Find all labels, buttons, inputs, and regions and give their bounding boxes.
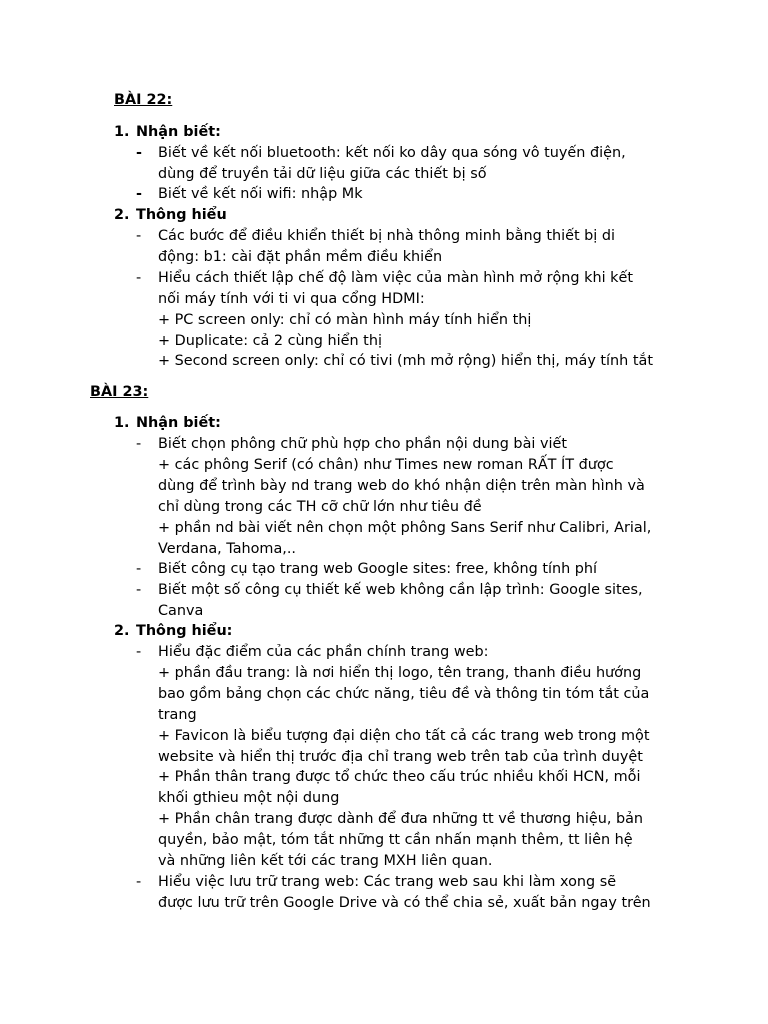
list-marker: - xyxy=(136,228,142,244)
section-heading: 1. Nhận biết: xyxy=(114,415,221,431)
list-item-text: Biết một số công cụ thiết kế web không cần lập trình: Google sites, xyxy=(158,582,643,598)
list-item-text: Biết chọn phông chữ phù hợp cho phần nội dung bài viết xyxy=(158,436,567,452)
list-marker: - xyxy=(136,186,142,202)
list-item-text: + Second screen only: chỉ có tivi (mh mở rộng) hiển thị, máy tính tắt xyxy=(158,353,653,369)
list-item-text: + Duplicate: cả 2 cùng hiển thị xyxy=(158,333,382,349)
list-item-text: Các bước để điều khiển thiết bị nhà thông minh bằng thiết bị di xyxy=(158,228,616,244)
list-item-text: + các phông Serif (có chân) như Times new roman RẤT ÍT được xyxy=(158,457,614,473)
lesson-22-heading: BÀI 22: xyxy=(114,92,173,108)
list-item-text: Hiểu việc lưu trữ trang web: Các trang web sau khi làm xong sẽ xyxy=(158,874,617,890)
list-marker: - xyxy=(136,436,142,452)
list-item-text: và những liên kết tới các trang MXH liên quan. xyxy=(158,853,493,869)
list-item-text: Verdana, Tahoma,.. xyxy=(158,541,296,557)
list-item-text: bao gồm bảng chọn các chức năng, tiêu đề và thông tin tóm tắt của xyxy=(158,686,650,702)
section-heading: 2. Thông hiểu xyxy=(114,207,227,223)
list-item-text: Hiểu cách thiết lập chế độ làm việc của màn hình mở rộng khi kết xyxy=(158,270,633,286)
section-heading: 2. Thông hiểu: xyxy=(114,623,233,639)
lesson-23-heading: BÀI 23: xyxy=(90,384,149,400)
list-item-text: được lưu trữ trên Google Drive và có thể chia sẻ, xuất bản ngay trên xyxy=(158,895,651,911)
list-marker: - xyxy=(136,644,142,660)
list-item-text: website và hiển thị trước địa chỉ trang web trên tab của trình duyệt xyxy=(158,749,643,765)
list-item-text: nối máy tính với ti vi qua cổng HDMI: xyxy=(158,291,425,307)
list-item-text: trang xyxy=(158,707,197,723)
section-heading: 1. Nhận biết: xyxy=(114,124,221,140)
list-item-text: chỉ dùng trong các TH cỡ chữ lớn như tiêu đề xyxy=(158,499,482,515)
list-item-text: động: b1: cài đặt phần mềm điều khiển xyxy=(158,249,443,265)
list-item-text: Hiểu đặc điểm của các phần chính trang web: xyxy=(158,644,489,660)
list-item-text: + Phần thân trang được tổ chức theo cấu trúc nhiều khối HCN, mỗi xyxy=(158,769,641,785)
list-item-text: quyền, bảo mật, tóm tắt những tt cần nhấn mạnh thêm, tt liên hệ xyxy=(158,832,633,848)
list-item-text: + phần nd bài viết nên chọn một phông Sans Serif như Calibri, Arial, xyxy=(158,520,652,536)
list-marker: - xyxy=(136,874,142,890)
list-item-text: dùng để truyền tải dữ liệu giữa các thiết bị số xyxy=(158,166,487,182)
list-item-text: dùng để trình bày nd trang web do khó nhận diện trên màn hình và xyxy=(158,478,645,494)
list-item-text: Canva xyxy=(158,603,204,619)
list-item-text: Biết về kết nối bluetooth: kết nối ko dây qua sóng vô tuyến điện, xyxy=(158,145,626,161)
list-marker: - xyxy=(136,582,142,598)
list-marker: - xyxy=(136,270,142,286)
list-item-text: + Favicon là biểu tượng đại diện cho tất cả các trang web trong một xyxy=(158,728,650,744)
list-item-text: khối gthieu một nội dung xyxy=(158,790,340,806)
list-marker: - xyxy=(136,145,142,161)
list-item-text: Biết về kết nối wifi: nhập Mk xyxy=(158,186,363,202)
list-item-text: + phần đầu trang: là nơi hiển thị logo, tên trang, thanh điều hướng xyxy=(158,665,642,681)
list-item-text: + Phần chân trang được dành để đưa những tt về thương hiệu, bản xyxy=(158,811,644,827)
list-item-text: + PC screen only: chỉ có màn hình máy tính hiển thị xyxy=(158,312,532,328)
list-marker: - xyxy=(136,561,142,577)
list-item-text: Biết công cụ tạo trang web Google sites: free, không tính phí xyxy=(158,561,598,577)
